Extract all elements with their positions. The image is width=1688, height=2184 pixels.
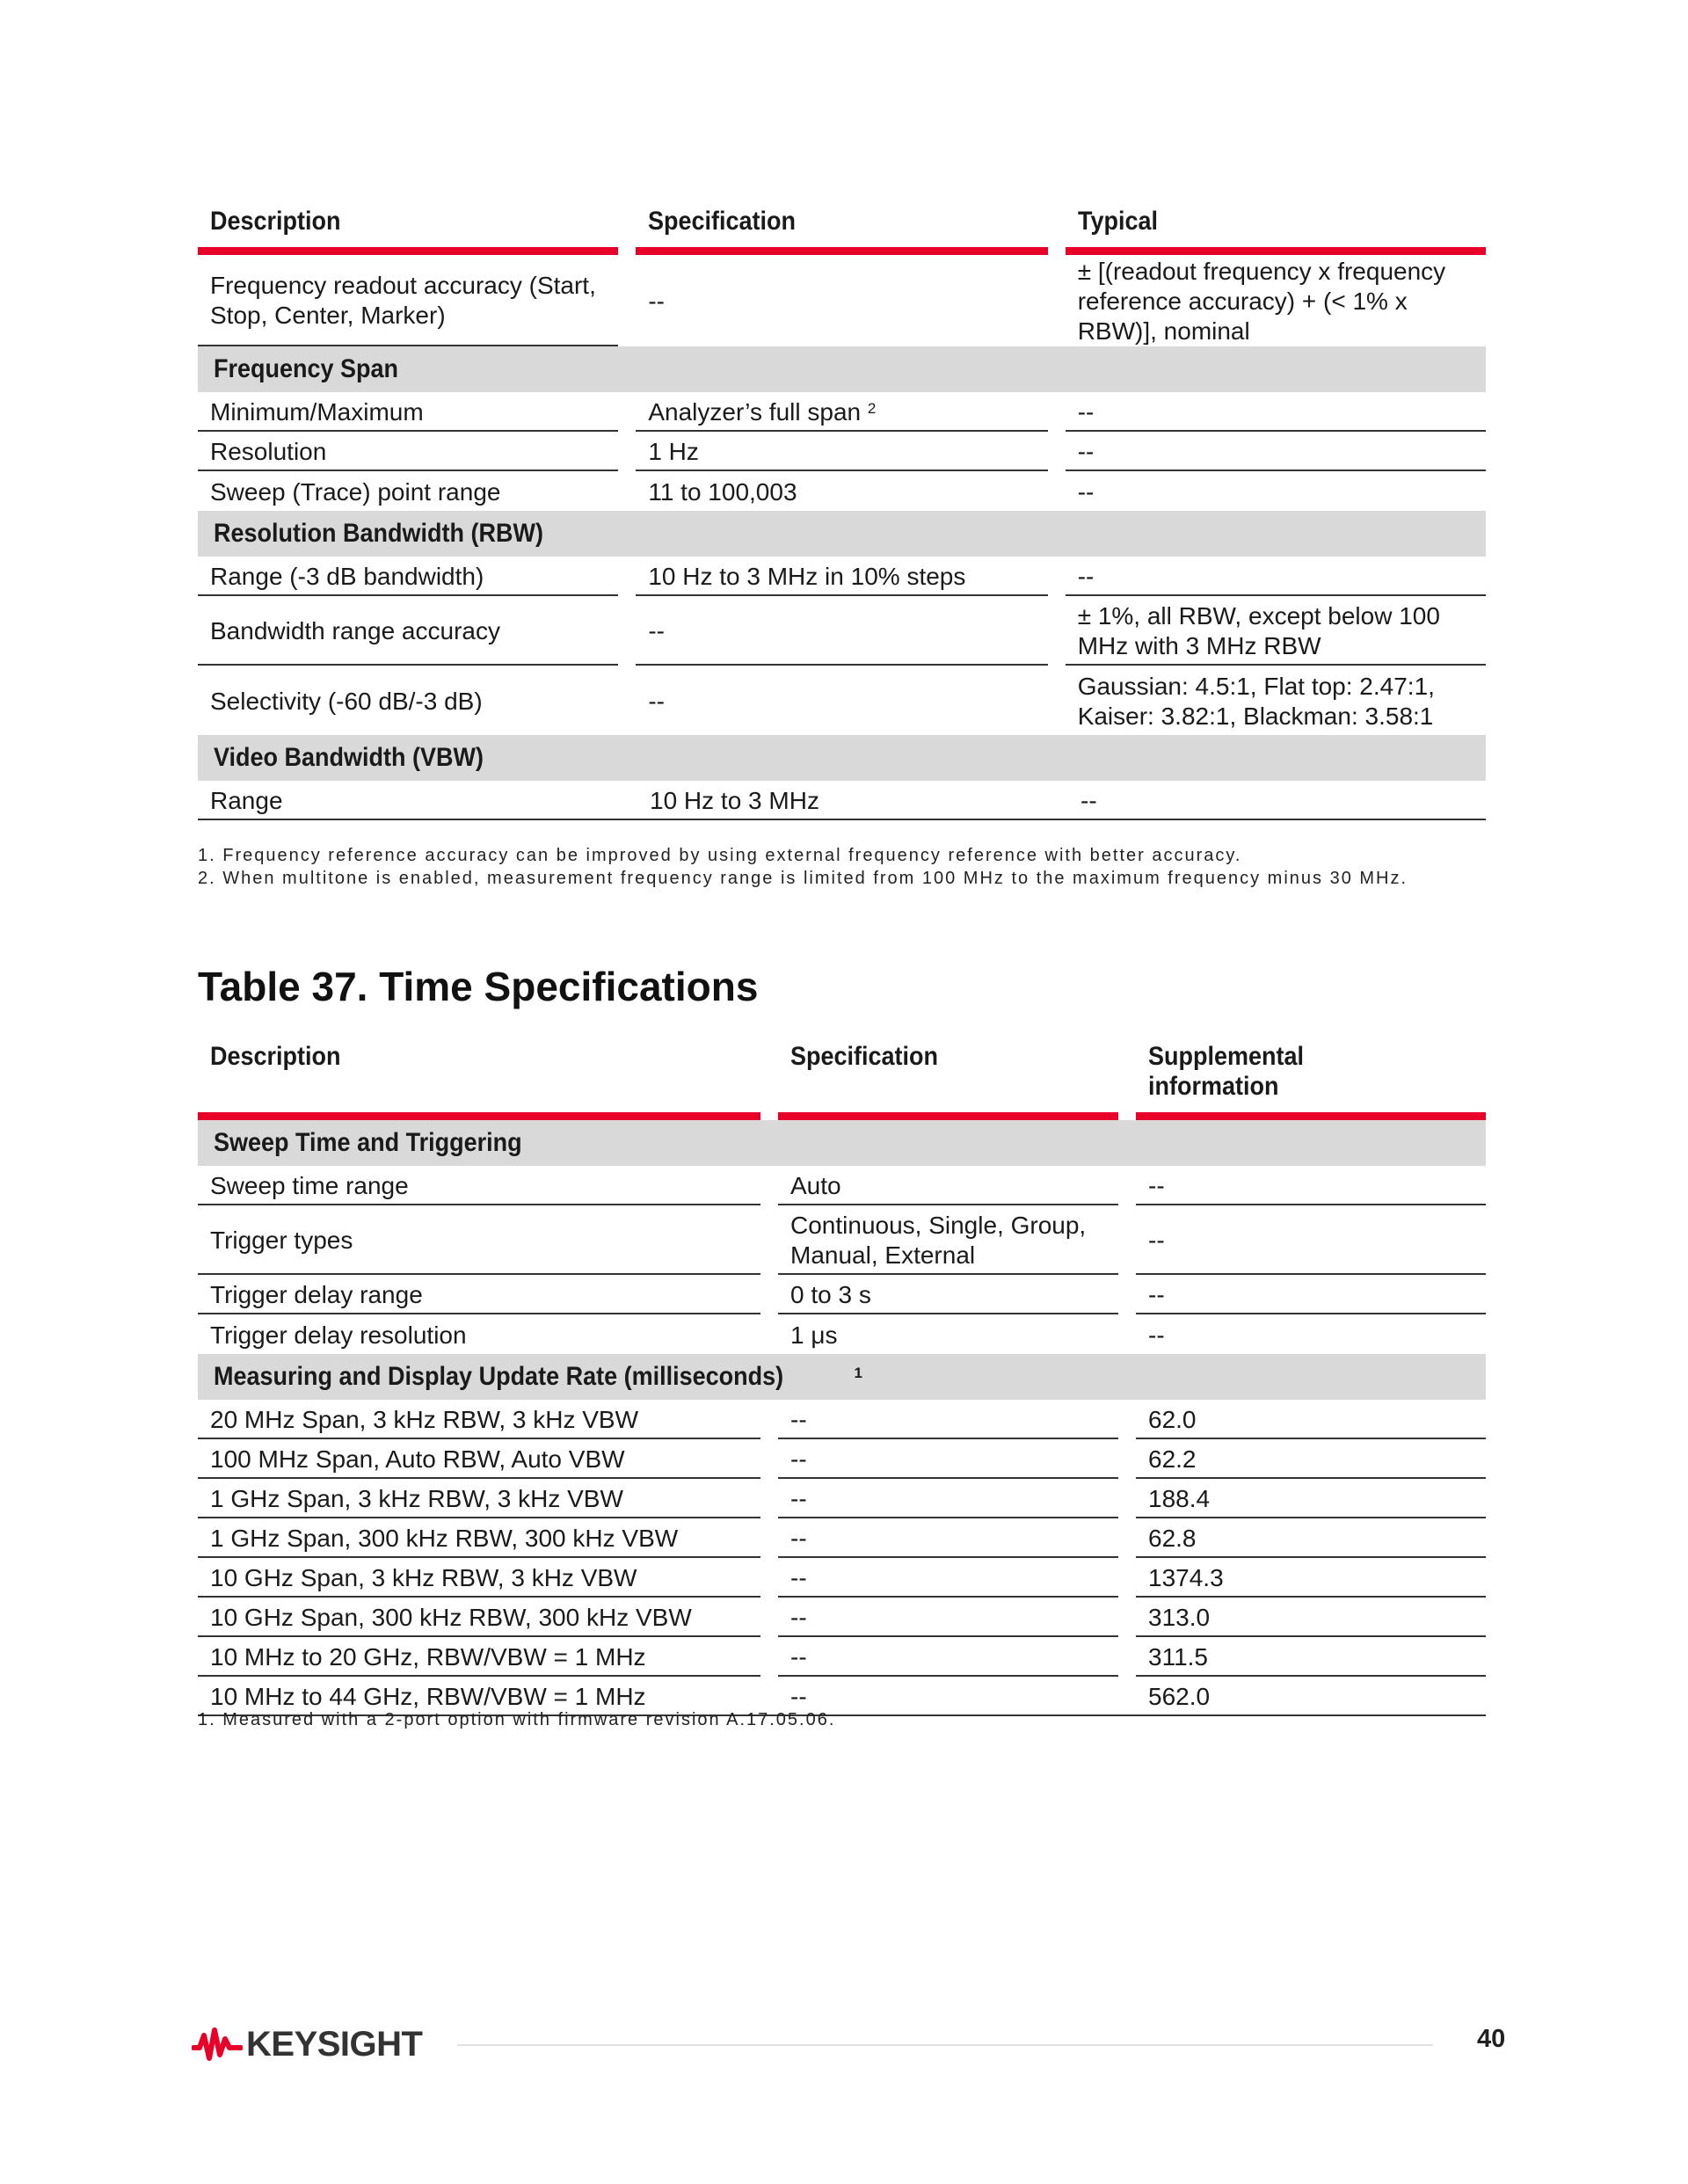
table-row bbox=[198, 557, 1486, 596]
cell-supplemental: -- bbox=[1136, 1205, 1486, 1275]
cell-supplemental: -- bbox=[1136, 1275, 1486, 1314]
cell-description: Range bbox=[198, 781, 620, 820]
cell-description: Sweep (Trace) point range bbox=[210, 477, 501, 506]
table-row bbox=[198, 471, 1486, 511]
cell-supplemental: 62.0 bbox=[1136, 1400, 1486, 1439]
cell-specification: -- bbox=[778, 1637, 1118, 1677]
cell-supplemental: 313.0 bbox=[1136, 1598, 1486, 1637]
cell-description: Resolution bbox=[198, 432, 618, 471]
section-heading: Frequency Span bbox=[198, 346, 1486, 392]
table-row bbox=[198, 596, 1486, 666]
table-row bbox=[198, 781, 1486, 820]
cell-typical: -- bbox=[1066, 557, 1486, 596]
table-row bbox=[198, 1637, 1486, 1677]
footnote-ref: 2 bbox=[867, 399, 877, 417]
cell-specification: Auto bbox=[778, 1166, 1118, 1205]
footnote: 1. Frequency reference accuracy can be improved by using external frequency reference with better accuracy. bbox=[198, 846, 1242, 865]
cell-description: Minimum/Maximum bbox=[198, 392, 618, 432]
cell-description: Range (-3 dB bandwidth) bbox=[198, 557, 618, 596]
brand-name: KEYSIGHT bbox=[246, 2024, 423, 2064]
table-title: Table 37. Time Specifications bbox=[198, 964, 759, 1009]
cell-typical: -- bbox=[1066, 392, 1486, 432]
header-description: Description bbox=[198, 198, 618, 255]
table-row bbox=[198, 1598, 1486, 1637]
cell-description: 10 MHz to 44 GHz, RBW/VBW = 1 MHz bbox=[198, 1677, 760, 1716]
cell-specification: Continuous, Single, Group, Manual, External bbox=[778, 1205, 1118, 1275]
cell-supplemental: 62.2 bbox=[1136, 1439, 1486, 1479]
footnote: 2. When multitone is enabled, measurement frequency range is limited from 100 MHz to the maximum frequency minus 30 MHz. bbox=[198, 869, 1408, 888]
update-rate-rows bbox=[198, 1400, 1486, 1716]
footnotes bbox=[198, 844, 1408, 890]
cell-specification: -- bbox=[648, 288, 665, 315]
cell-description: Trigger delay range bbox=[198, 1275, 760, 1314]
page-number: 40 bbox=[1477, 2025, 1506, 2053]
cell-description: 20 MHz Span, 3 kHz RBW, 3 kHz VBW bbox=[198, 1400, 760, 1439]
cell-specification: -- bbox=[778, 1677, 1118, 1716]
footnote-ref: 1 bbox=[854, 1365, 862, 1381]
cell-typical: -- bbox=[1066, 432, 1486, 471]
cell-specification: -- bbox=[636, 596, 1047, 666]
cell-specification: 10 Hz to 3 MHz in 10% steps bbox=[636, 557, 1047, 596]
header-typical: Typical bbox=[1066, 198, 1486, 255]
cell-description: Sweep time range bbox=[198, 1166, 760, 1205]
cell-specification: 1 μs bbox=[790, 1321, 838, 1349]
frequency-spec-table bbox=[198, 198, 1486, 820]
cell-description: Selectivity (-60 dB/-3 dB) bbox=[210, 687, 483, 715]
section-heading: Measuring and Display Update Rate (milliseconds) $^1$ bbox=[198, 1354, 1486, 1400]
cell-supplemental: -- bbox=[1148, 1321, 1165, 1349]
table-row bbox=[198, 432, 1486, 471]
table-row bbox=[198, 1479, 1486, 1518]
cell-typical: -- bbox=[1077, 477, 1095, 506]
cell-supplemental: 311.5 bbox=[1136, 1637, 1486, 1677]
cell-description: 1 GHz Span, 3 kHz RBW, 3 kHz VBW bbox=[198, 1479, 760, 1518]
cell-specification: -- bbox=[778, 1558, 1118, 1598]
time-spec-table bbox=[198, 1033, 1486, 1716]
cell-description: Trigger delay resolution bbox=[210, 1321, 467, 1349]
cell-description: Frequency readout accuracy (Start, Stop, Center, Marker) bbox=[198, 255, 618, 346]
footer-divider bbox=[457, 2044, 1433, 2046]
table-header bbox=[198, 198, 1486, 255]
cell-specification: -- bbox=[778, 1518, 1118, 1558]
footnotes bbox=[198, 1708, 835, 1731]
cell-typical: -- bbox=[1068, 781, 1486, 820]
table-header bbox=[198, 1033, 1486, 1120]
footnote: 1. Measured with a 2-port option with firmware revision A.17.05.06. bbox=[198, 1710, 836, 1729]
table-row bbox=[198, 666, 1486, 735]
cell-supplemental: 188.4 bbox=[1136, 1479, 1486, 1518]
table-row bbox=[198, 255, 1486, 346]
table-row bbox=[198, 392, 1486, 432]
section-heading: Resolution Bandwidth (RBW) bbox=[198, 511, 1486, 557]
cell-description: 10 MHz to 20 GHz, RBW/VBW = 1 MHz bbox=[198, 1637, 760, 1677]
cell-description: 1 GHz Span, 300 kHz RBW, 300 kHz VBW bbox=[198, 1518, 760, 1558]
cell-specification: -- bbox=[778, 1598, 1118, 1637]
waveform-icon bbox=[192, 2025, 243, 2064]
cell-description: 100 MHz Span, Auto RBW, Auto VBW bbox=[198, 1439, 760, 1479]
header-supplemental: Supplemental information bbox=[1136, 1033, 1486, 1120]
cell-specification: 11 to 100,003 bbox=[648, 477, 797, 506]
cell-description: 10 GHz Span, 3 kHz RBW, 3 kHz VBW bbox=[198, 1558, 760, 1598]
cell-specification: -- bbox=[778, 1479, 1118, 1518]
table-row bbox=[198, 1275, 1486, 1314]
table-row bbox=[198, 1166, 1486, 1205]
table-row bbox=[198, 1400, 1486, 1439]
cell-typical: Gaussian: 4.5:1, Flat top: 2.47:1, Kaiser: 3.82:1, Blackman: 3.58:1 bbox=[1077, 672, 1435, 730]
cell-specification: -- bbox=[778, 1439, 1118, 1479]
cell-specification: -- bbox=[778, 1400, 1118, 1439]
cell-supplemental: 62.8 bbox=[1136, 1518, 1486, 1558]
cell-typical: ± [(readout frequency x frequency reference accuracy) + (< 1% x RBW)], nominal bbox=[1077, 258, 1446, 345]
table-row bbox=[198, 1439, 1486, 1479]
cell-description: 10 GHz Span, 300 kHz RBW, 300 kHz VBW bbox=[198, 1598, 760, 1637]
cell-specification: 0 to 3 s bbox=[778, 1275, 1118, 1314]
cell-specification: 1 Hz bbox=[636, 432, 1047, 471]
header-description: Description bbox=[198, 1033, 760, 1120]
cell-supplemental: 1374.3 bbox=[1136, 1558, 1486, 1598]
keysight-logo bbox=[192, 2020, 422, 2069]
section-heading: Sweep Time and Triggering bbox=[198, 1120, 1486, 1166]
section-heading: Video Bandwidth (VBW) bbox=[198, 735, 1486, 781]
cell-supplemental: -- bbox=[1136, 1166, 1486, 1205]
table-row bbox=[198, 1518, 1486, 1558]
header-specification: Specification bbox=[636, 198, 1047, 255]
table-row bbox=[198, 1314, 1486, 1354]
table-row bbox=[198, 1205, 1486, 1275]
cell-supplemental: 562.0 bbox=[1136, 1677, 1486, 1716]
cell-description: Trigger types bbox=[198, 1205, 760, 1275]
header-specification: Specification bbox=[778, 1033, 1118, 1120]
table-row bbox=[198, 1558, 1486, 1598]
cell-description: Bandwidth range accuracy bbox=[198, 596, 618, 666]
cell-specification: -- bbox=[648, 687, 665, 715]
cell-specification: Analyzer’s full span $^2$ bbox=[636, 392, 1047, 432]
cell-specification: 10 Hz to 3 MHz bbox=[637, 781, 1051, 820]
cell-typical: ± 1%, all RBW, except below 100 MHz with 3 MHz RBW bbox=[1066, 596, 1486, 666]
